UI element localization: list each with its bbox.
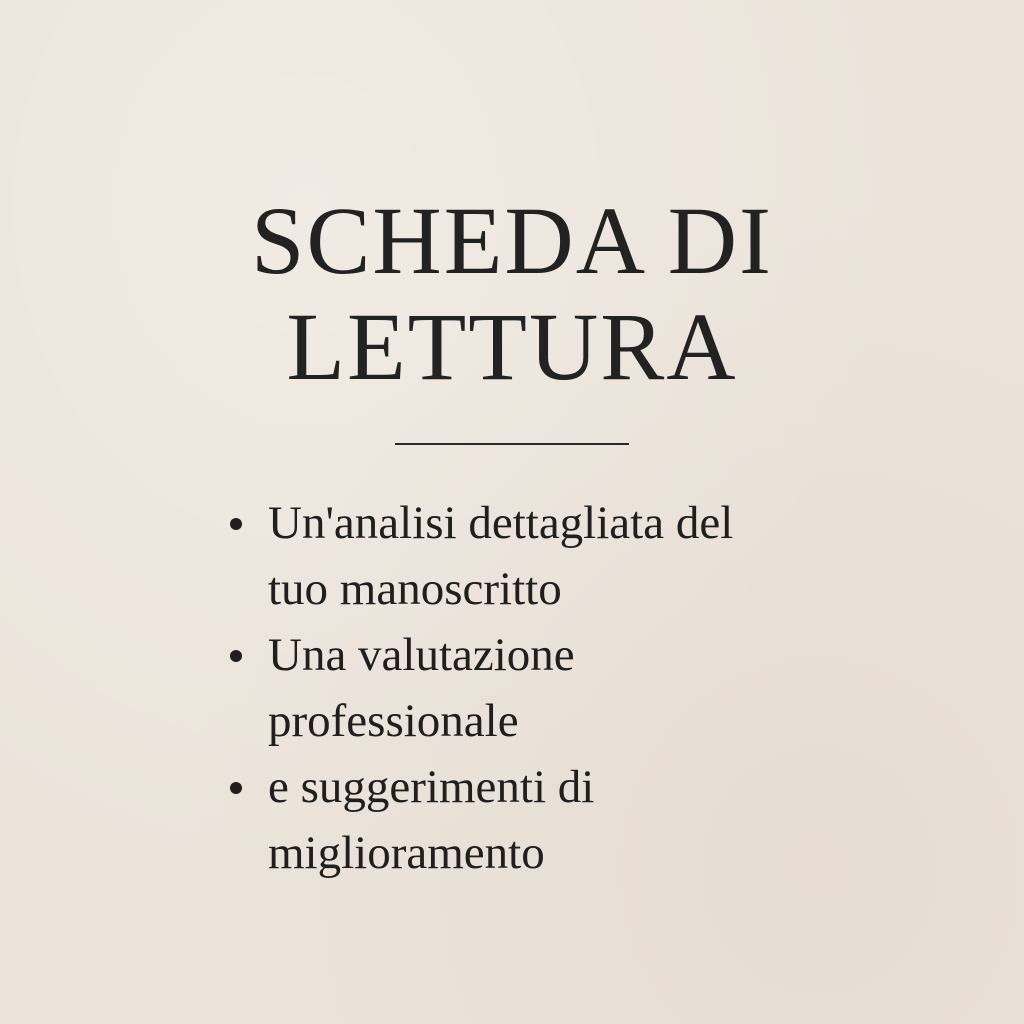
page-title [0,188,1024,400]
list-item [230,490,830,622]
bullet-icon [230,518,242,530]
title-line-2: LETTURA [286,293,738,400]
list-item-text-line-2: miglioramento [268,827,545,879]
bullet-icon [230,650,242,662]
feature-list [230,490,830,886]
title-line-1: SCHEDA DI [250,187,774,294]
list-item-text-line-1: e suggerimenti di [268,761,595,813]
list-item-text-line-2: professionale [268,695,519,747]
list-item-text-line-1: Una valutazione [268,629,575,681]
list-item-text-line-1: Un'analisi dettagliata del [268,497,734,549]
title-divider [395,443,629,445]
list-item [230,754,830,886]
list-item-text-line-2: tuo manoscritto [268,563,562,615]
list-item [230,622,830,754]
bullet-icon [230,782,242,794]
